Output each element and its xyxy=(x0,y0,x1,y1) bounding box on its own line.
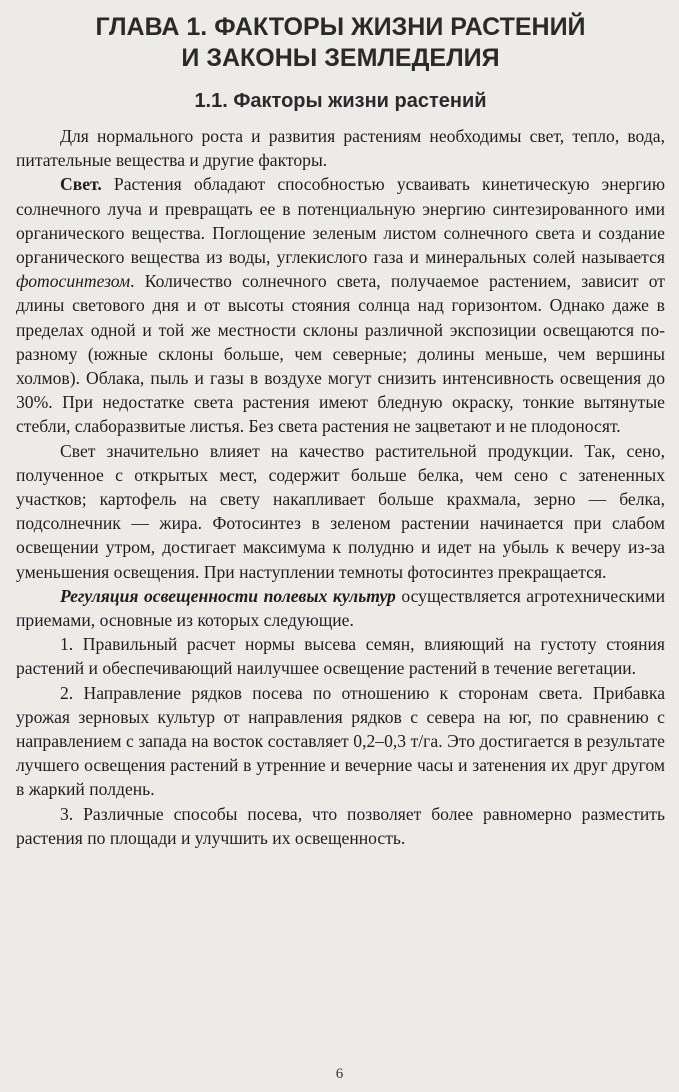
paragraph-light-text-2: . Количество солнечного света, получаемое растением, зависит от длины светового дня и от высоты стояния солнца над горизонтом. Однако даже в пределах одной и той же местности склоны различной экспозиции освещаются по-разному (южные склоны больше, чем северные; долины меньше, чем вершины холмов). Облака, пыль и газы в воздухе могут снизить интенсивность освещения до 30%. При недостатке света растения имеют бледную окраску, тонкие вытянутые стебли, слаборазвитые листья. Без света растения не зацветают и не плодоносят. xyxy=(16,271,665,437)
chapter-title-line-2: И ЗАКОНЫ ЗЕМЛЕДЕЛИЯ xyxy=(181,44,500,72)
chapter-title-line-1: ГЛАВА 1. ФАКТОРЫ ЖИЗНИ РАСТЕНИЙ xyxy=(95,13,586,41)
body-text xyxy=(16,124,665,850)
paragraph-intro: Для нормального роста и развития растениям необходимы свет, тепло, вода, питательные вещества и другие факторы. xyxy=(16,126,665,171)
book-page xyxy=(0,12,679,1092)
page-number: 6 xyxy=(335,1066,344,1082)
paragraph-quality: Свет значительно влияет на качество растительной продукции. Так, сено, полученное с открытых мест, содержит больше белка, чем сено с затененных участков; картофель на свету накапливает больше крахмала, зерно — белка, подсолнечник — жира. Фотосинтез в зеленом растении начинается при слабом освещении утром, достигает максимума к полудню и идет на убыль к вечеру из-за уменьшения освещения. При наступлении темноты фотосинтез прекращается. xyxy=(16,440,665,582)
section-title: 1.1. Факторы жизни растений xyxy=(194,90,487,112)
list-item-2: 2. Направление рядков посева по отношению к сторонам света. Прибавка урожая зерновых культур от направления рядков с севера на юг, по сравнению с направлением с запада на восток составляет 0,2–0,3 т/га. Это достигается в результате лучшего освещения растений в утренние и вечерние часы и затенения их друг другом в жаркий полдень. xyxy=(16,682,665,800)
paragraph-light-text-1: Растения обладают способностью усваивать кинетическую энергию солнечного луча и превращать ее в потенциальную энергию синтезированного ими органического вещества. Поглощение зеленым листом солнечного света и создание органического вещества из воды, углекислого газа и минеральных солей называется xyxy=(16,174,665,268)
paragraph-regulation-text: осуществляется агротехническими приемами, основные из которых следующие. xyxy=(16,585,665,631)
term-photosynthesis: фотосинтезом xyxy=(16,271,131,292)
paragraph-regulation xyxy=(16,584,665,632)
term-regulation: Регуляция освещенности полевых культур xyxy=(60,585,396,606)
chapter-title xyxy=(16,12,665,74)
term-light: Свет. xyxy=(60,174,102,195)
paragraph-light xyxy=(16,172,665,438)
list-item-3: 3. Различные способы посева, что позволяет более равномерно разместить растения по площади и улучшить их освещенность. xyxy=(16,803,665,848)
list-item-1: 1. Правильный расчет нормы высева семян, влияющий на густоту стояния растений и обеспечивающий наилучшее освещение растений в течение вегетации. xyxy=(16,634,665,679)
